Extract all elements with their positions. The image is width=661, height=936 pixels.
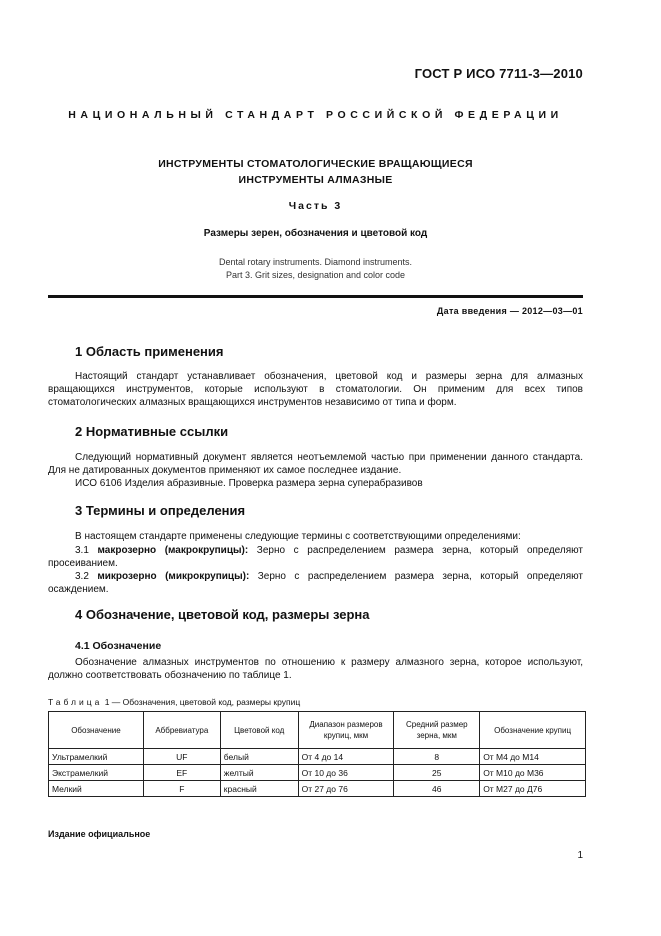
cell-grit-designation: От М4 до М14 (480, 749, 586, 765)
title-divider (48, 295, 583, 298)
header-grit-designation: Обозначение крупиц (480, 712, 586, 749)
cell-abbreviation: F (143, 781, 220, 797)
table-row (49, 749, 586, 765)
table-row (49, 765, 586, 781)
cell-color-code: белый (220, 749, 298, 765)
section-2-reference: ИСО 6106 Изделия абразивные. Проверка размера зерна суперабразивов (75, 478, 423, 489)
term-3-1-number: 3.1 (75, 545, 89, 556)
part-label: Часть 3 (288, 200, 343, 212)
term-3-1-definition: Зерно с распределением размера зерна, который определяют просеиванием. (48, 545, 584, 569)
cell-grit-range: От 4 до 14 (298, 749, 394, 765)
header-color-code: Цветовой код (220, 712, 298, 749)
table-caption-text: 1 — Обозначения, цветовой код, размеры крупиц (102, 697, 301, 707)
cell-grit-designation: От М10 до М36 (480, 765, 586, 781)
cell-mean-grit: 8 (394, 749, 480, 765)
section-1-text: Настоящий стандарт устанавливает обозначения, цветовой код и размеры зерна для алмазных вращающихся инструментов, которые используют в стоматологии. Он применим для всех типов стоматологических алмазных вращающихся инструментов независимо от типа и форм. (48, 371, 583, 408)
document-title (48, 156, 583, 188)
cell-color-code: желтый (220, 765, 298, 781)
edition-note: Издание официальное (48, 829, 151, 839)
grit-table (48, 711, 586, 797)
header-grit-range: Диапазон размеров крупиц, мкм (298, 712, 394, 749)
section-1-heading: 1 Область применения (75, 344, 224, 359)
term-3-2-term: микрозерно (микрокрупицы): (97, 571, 250, 582)
document-subtitle: Размеры зерен, обозначения и цветовой код (203, 228, 428, 239)
subsection-4-1-text: Обозначение алмазных инструментов по отношению к размеру алмазного зерна, которое используют, должно соответствовать обозначению по таблице 1. (48, 657, 583, 681)
cell-grit-designation: От М27 до Д76 (480, 781, 586, 797)
cell-designation: Ультрамелкий (49, 749, 144, 765)
english-title (48, 256, 583, 282)
cell-grit-range: От 10 до 36 (298, 765, 394, 781)
page-number: 1 (577, 850, 583, 861)
english-title-line-1: Dental rotary instruments. Diamond instruments. (218, 257, 413, 267)
term-3-1 (48, 544, 583, 570)
cell-mean-grit: 25 (394, 765, 480, 781)
section-2-text: Следующий нормативный документ является неотъемлемой частью при применении данного стандарта. Для не датированных документов применяют их самое последнее издание. (48, 452, 583, 476)
cell-mean-grit: 46 (394, 781, 480, 797)
table-caption-word: Таблица (48, 697, 103, 707)
term-3-2-number: 3.2 (75, 571, 89, 582)
english-title-line-2: Part 3. Grit sizes, designation and color code (225, 270, 406, 280)
term-3-2-definition: Зерно с распределением размера зерна, который определяют осаждением. (48, 571, 583, 595)
cell-abbreviation: EF (143, 765, 220, 781)
section-4-heading: 4 Обозначение, цветовой код, размеры зерна (75, 607, 370, 622)
section-3-heading: 3 Термины и определения (75, 503, 246, 518)
title-line-2: ИНСТРУМЕНТЫ АЛМАЗНЫЕ (238, 174, 393, 186)
table-row (49, 781, 586, 797)
cell-designation: Мелкий (49, 781, 144, 797)
section-3-text: В настоящем стандарте применены следующие термины с соответствующими определениями: (75, 531, 521, 542)
table-header-row (49, 712, 586, 749)
title-line-1: ИНСТРУМЕНТЫ СТОМАТОЛОГИЧЕСКИЕ ВРАЩАЮЩИЕСЯ (158, 158, 473, 170)
header-abbreviation: Аббревиатура (143, 712, 220, 749)
table-caption (48, 697, 300, 707)
document-code: ГОСТ Р ИСО 7711-3—2010 (414, 66, 583, 81)
cell-abbreviation: UF (143, 749, 220, 765)
national-standard-banner: НАЦИОНАЛЬНЫЙ СТАНДАРТ РОССИЙСКОЙ ФЕДЕРАЦИИ (68, 109, 563, 121)
introduction-date: Дата введения — 2012—03—01 (436, 306, 583, 316)
cell-grit-range: От 27 до 76 (298, 781, 394, 797)
section-2-heading: 2 Нормативные ссылки (75, 424, 229, 439)
cell-color-code: красный (220, 781, 298, 797)
subsection-4-1-heading: 4.1 Обозначение (75, 640, 162, 652)
term-3-1-term: макрозерно (макрокрупицы): (97, 545, 249, 556)
term-3-2 (48, 570, 583, 596)
header-mean-grit: Средний размер зерна, мкм (394, 712, 480, 749)
cell-designation: Экстрамелкий (49, 765, 144, 781)
header-designation: Обозначение (49, 712, 144, 749)
